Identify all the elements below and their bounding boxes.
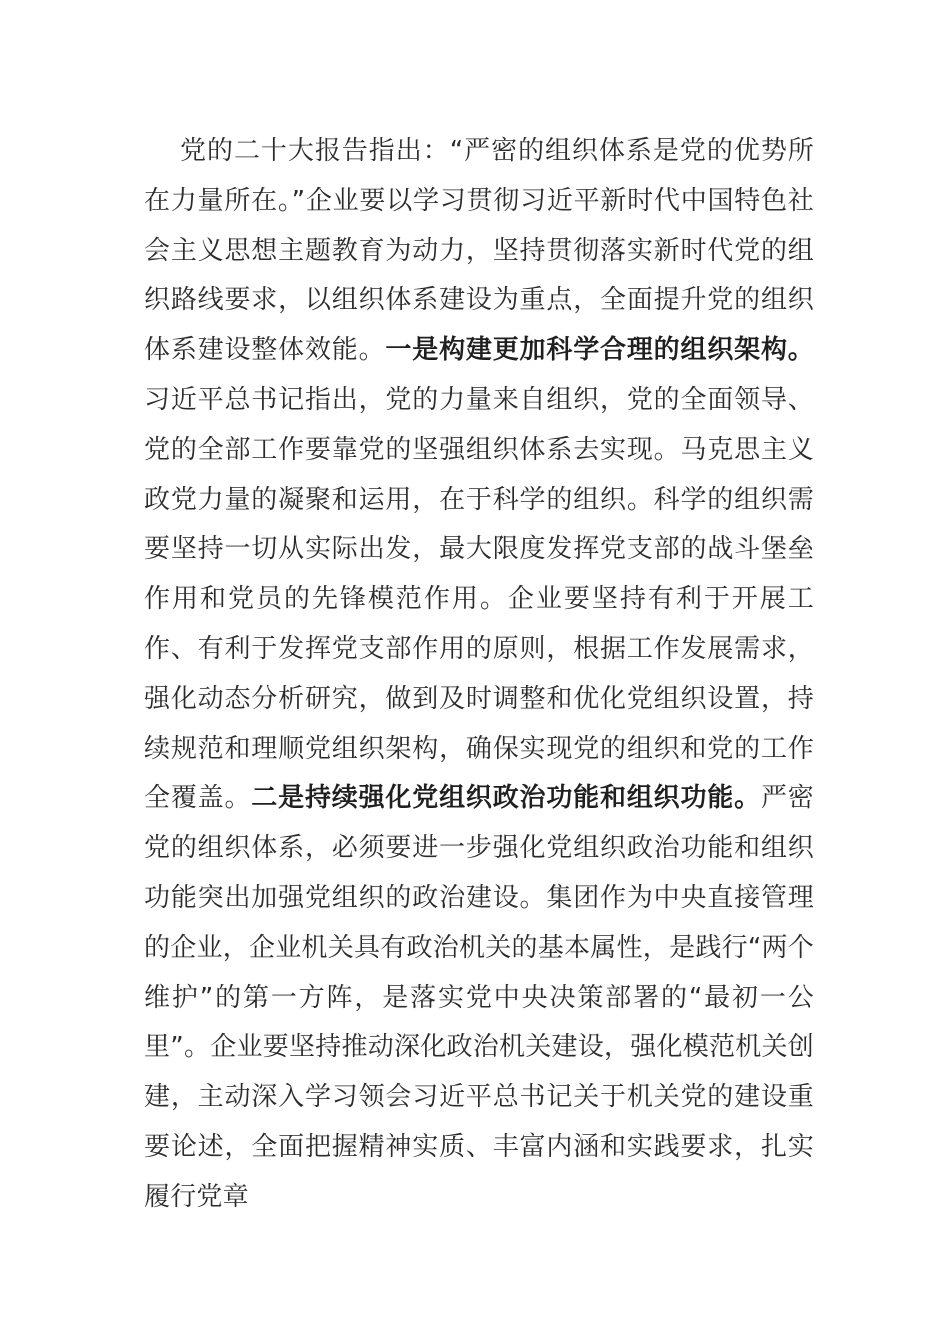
body-paragraph bbox=[144, 127, 814, 1223]
bold-heading-2: 二是持续强化党组织政治功能和组织功能。 bbox=[251, 783, 761, 814]
paragraph-text-2: 习近平总书记指出，党的力量来自组织，党的全面领导、党的全部工作要靠党的坚强组织体系去实现。马克思主义政党力量的凝聚和运用，在于科学的组织。科学的组织需要坚持一切从实际出发，最大限度发挥党支部的战斗堡垒作用和党员的先锋模范作用。企业要坚持有利于开展工作、有利于发挥党支部作用的原则，根据工作发展需求，强化动态分析研究，做到及时调整和优化党组织设置，持续规范和理顺党组织架构，确保实现党的组织和党的工作全覆盖。 bbox=[144, 384, 814, 814]
paragraph-text-1: 党的二十大报告指出：“严密的组织体系是党的优势所在力量所在。”企业要以学习贯彻习近平新时代中国特色社会主义思想主题教育为动力，坚持贯彻落实新时代党的组织路线要求，以组织体系建设为重点，全面提升党的组织体系建设整体效能。 bbox=[144, 136, 814, 366]
bold-heading-1: 一是构建更加科学合理的组织架构。 bbox=[385, 335, 814, 366]
paragraph-text-3: 严密党的组织体系，必须要进一步强化党组织政治功能和组织功能突出加强党组织的政治建设。集团作为中央直接管理的企业，企业机关具有政治机关的基本属性，是践行“两个维护”的第一方阵，是落实党中央决策部署的“最初一公里”。企业要坚持推动深化政治机关建设，强化模范机关创建，主动深入学习领会习近平总书记关于机关党的建设重要论述，全面把握精神实质、丰富内涵和实践要求，扎实履行党章 bbox=[144, 783, 814, 1212]
